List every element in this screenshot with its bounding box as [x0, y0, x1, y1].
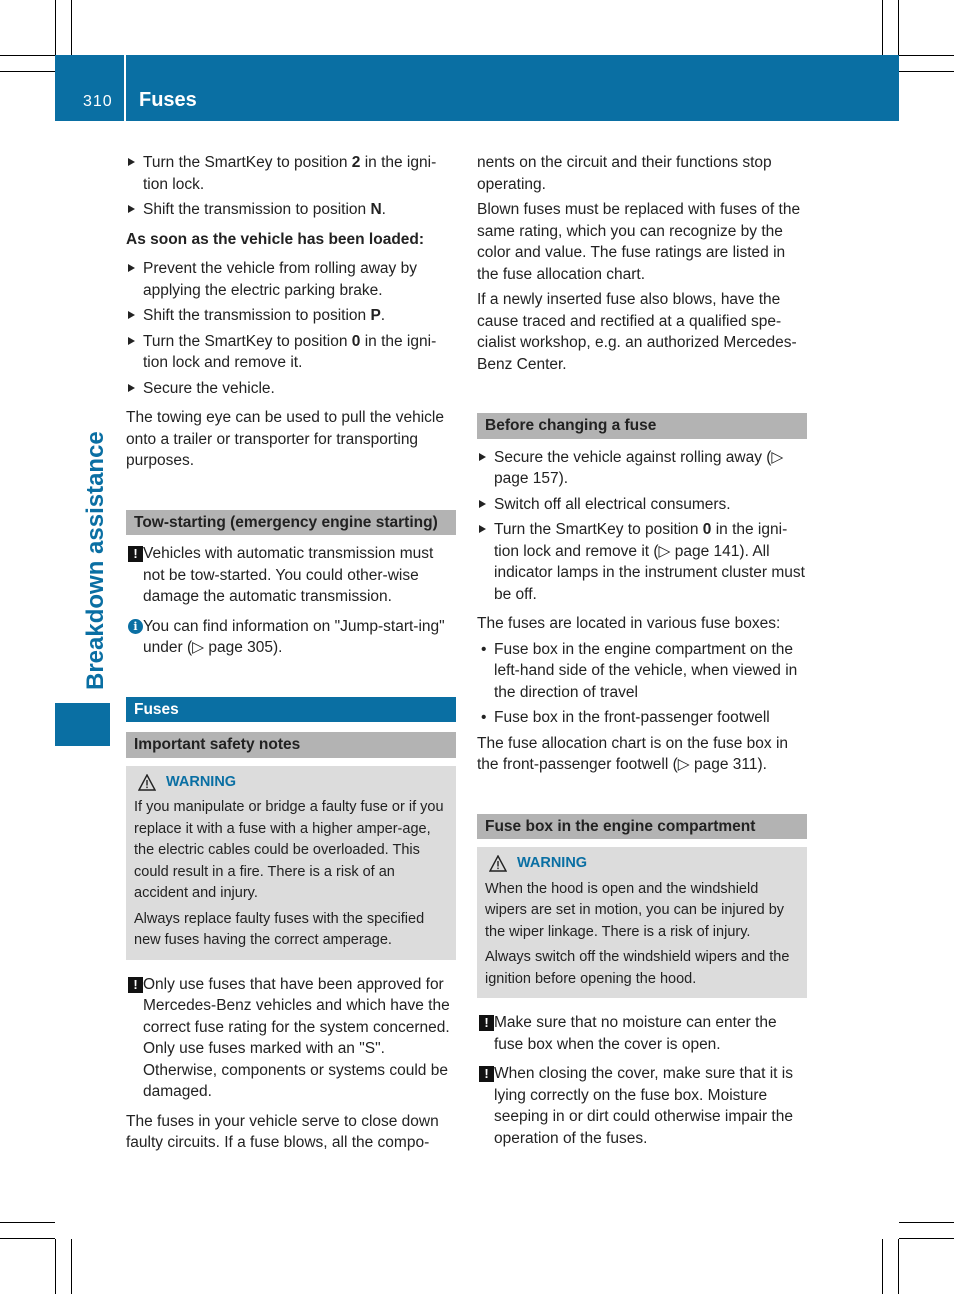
warning-box	[126, 766, 456, 960]
right-column	[477, 152, 807, 1157]
list-item: Secure the vehicle.	[126, 378, 456, 400]
exclamation-icon: !	[128, 977, 143, 993]
crop-mark	[898, 0, 899, 55]
caution-note: ! When closing the cover, make sure that it is lying correctly on the fuse box. Moisture seeping in or dirt could otherwise impair the operation of the fuses.	[477, 1063, 807, 1149]
info-note: i You can find information on "Jump-start-ing" under (▷ page 305).	[126, 616, 456, 659]
info-icon: i	[128, 619, 143, 634]
before-changing-heading: Before changing a fuse	[477, 413, 807, 439]
warning-header: WARNING	[134, 772, 448, 794]
list-item: Turn the SmartKey to position 0 in the igni-tion lock and remove it (▷ page 141). All indicator lamps in the instrument cluster must be off.	[477, 519, 807, 605]
towing-paragraph: The towing eye can be used to pull the vehicle onto a trailer or transporter for transporting purposes.	[126, 409, 444, 469]
header-divider	[124, 55, 126, 121]
list-item: Turn the SmartKey to position 2 in the igni-tion lock.	[126, 152, 456, 195]
side-tab-marker	[55, 703, 110, 746]
crop-mark	[71, 0, 72, 55]
fuses-heading: Fuses	[126, 697, 456, 723]
crop-mark	[0, 55, 55, 56]
crop-mark	[899, 1222, 954, 1223]
paragraph: nents on the circuit and their functions stop operating.	[477, 154, 772, 193]
crop-mark	[899, 55, 954, 56]
list-item: Shift the transmission to position P.	[126, 305, 456, 327]
page-title: Fuses	[139, 89, 197, 111]
paragraph: Blown fuses must be replaced with fuses of the same rating, which you can recognize by the color and value. The fuse ratings are listed in the fuse allocation chart.	[477, 201, 801, 283]
crop-mark	[899, 1238, 954, 1239]
warning-header: WARNING	[485, 853, 799, 875]
caution-note: ! Vehicles with automatic transmission must not be tow-started. You could other-wise damage the automatic transmission.	[126, 543, 456, 608]
tow-start-heading: Tow-starting (emergency engine starting)	[126, 510, 456, 536]
side-section-label: Breakdown assistance	[82, 431, 109, 690]
crop-mark	[899, 71, 954, 72]
caution-note: ! Only use fuses that have been approved for Mercedes-Benz vehicles and which have the correct fuse rating for the system concerned. Only use fuses marked with an "S". Otherwise, components or systems could be damaged.	[126, 974, 456, 1103]
paragraph: The fuse allocation chart is on the fuse box in the front-passenger footwell (▷ page 311).	[477, 734, 789, 773]
list-item: Switch off all electrical consumers.	[477, 494, 807, 516]
loaded-heading: As soon as the vehicle has been loaded:	[126, 230, 425, 248]
exclamation-icon: !	[479, 1015, 494, 1031]
list-item: • Fuse box in the front-passenger footwell	[477, 707, 807, 729]
crop-mark	[55, 1239, 56, 1294]
exclamation-icon: !	[128, 546, 143, 562]
crop-mark	[55, 0, 56, 55]
crop-mark	[0, 1222, 55, 1223]
paragraph: The fuses in your vehicle serve to close down faulty circuits. If a fuse blows, all the compo-	[126, 1112, 439, 1151]
crop-mark	[882, 0, 883, 55]
list-item: Prevent the vehicle from rolling away by applying the electric parking brake.	[126, 258, 456, 301]
warning-text: When the hood is open and the windshield wipers are set in motion, you can be injured by the wiper linkage. There is a risk of injury.	[485, 880, 785, 940]
crop-mark	[0, 1238, 55, 1239]
list-item: • Fuse box in the engine compartment on the left-hand side of the vehicle, when viewed in the direction of travel	[477, 639, 807, 704]
warning-text: Always replace faulty fuses with the specified new fuses having the correct amperage.	[134, 910, 425, 948]
paragraph: If a newly inserted fuse also blows, have the cause traced and rectified at a qualified spe-cialist workshop, e.g. an authorized Mercedes-Benz Center.	[477, 291, 797, 373]
warning-triangle-icon	[489, 855, 507, 872]
left-column	[126, 152, 456, 1158]
crop-mark	[0, 71, 55, 72]
warning-triangle-icon	[138, 774, 156, 791]
list-item: Shift the transmission to position N.	[126, 199, 456, 221]
safety-heading: Important safety notes	[126, 732, 456, 758]
caution-note: ! Make sure that no moisture can enter the fuse box when the cover is open.	[477, 1012, 807, 1055]
page-number: 310	[83, 93, 113, 110]
crop-mark	[898, 1239, 899, 1294]
list-item: Turn the SmartKey to position 0 in the igni-tion lock and remove it.	[126, 331, 456, 374]
exclamation-icon: !	[479, 1066, 494, 1082]
warning-text: If you manipulate or bridge a faulty fuse or if you replace it with a fuse with a higher amper-age, the electric cables could be overloaded. This could result in a fire. There is a risk of an accident and injury.	[134, 799, 444, 901]
list-item: Secure the vehicle against rolling away (▷ page 157).	[477, 447, 807, 490]
paragraph: The fuses are located in various fuse boxes:	[477, 615, 781, 632]
crop-mark	[882, 1239, 883, 1294]
engine-compartment-heading: Fuse box in the engine compartment	[477, 814, 807, 840]
crop-mark	[71, 1239, 72, 1294]
warning-box	[477, 847, 807, 998]
warning-text: Always switch off the windshield wipers and the ignition before opening the hood.	[485, 949, 790, 987]
